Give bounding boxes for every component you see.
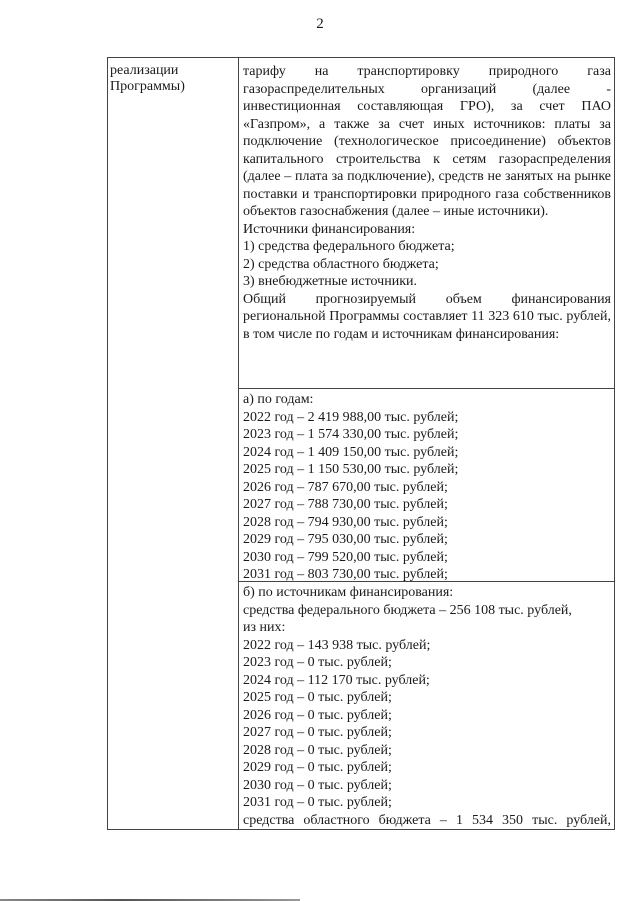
section-separator [238, 581, 614, 582]
financing-intro-text: тарифу на транспортировку природного газа газораспределительных организаций (далее - инвестиционная составляющая ГРО), за счет ПАО «Газпром», а также за счет иных источников: платы за подключение (технологическое присоединение) объектов капитального строительства к сетям газораспределения (далее – плата за подключение), средств не занятых на рынке поставки и транспортировки природного газа собственников объектов газоснабжения (далее – иные источники). [243, 64, 611, 219]
federal-year-item: 2031 год – 0 тыс. рублей; [243, 795, 392, 810]
federal-total-text: средства федерального бюджета – 256 108 тыс. рублей, [243, 602, 572, 618]
source-item: 3) внебюджетные источники. [243, 274, 418, 289]
source-item: 1) средства федерального бюджета; [243, 239, 455, 254]
sources-title: Источники финансирования: [243, 221, 416, 237]
page-number: 2 [316, 16, 324, 32]
by-sources-title: б) по источникам финансирования: [243, 585, 454, 600]
by-years-section [243, 391, 611, 584]
year-item: 2028 год – 794 930,00 тыс. рублей; [243, 514, 448, 530]
of-which-label: из них: [243, 620, 286, 635]
year-item: 2026 год – 787 670,00 тыс. рублей; [243, 479, 448, 495]
federal-year-item: 2029 год – 0 тыс. рублей; [243, 760, 392, 775]
row-content [243, 63, 611, 343]
federal-year-item: 2023 год – 0 тыс. рублей; [243, 655, 392, 670]
total-financing-text: Общий прогнозируемый объем финансирования региональной Программы составляет 11 323 610 тыс. рублей, в том числе по годам и источникам финансирования: [243, 291, 611, 342]
regional-total-text: средства областного бюджета – 1 534 350 тыс. рублей, [243, 812, 611, 828]
year-item: 2031 год – 803 730,00 тыс. рублей; [243, 567, 448, 582]
year-item: 2025 год – 1 150 530,00 тыс. рублей; [243, 462, 459, 477]
year-item: 2029 год – 795 030,00 тыс. рублей; [243, 532, 448, 547]
year-item: 2023 год – 1 574 330,00 тыс. рублей; [243, 427, 459, 442]
year-item: 2027 год – 788 730,00 тыс. рублей; [243, 497, 448, 512]
federal-year-item: 2027 год – 0 тыс. рублей; [243, 725, 392, 740]
federal-year-item: 2028 год – 0 тыс. рублей; [243, 742, 392, 758]
federal-year-item: 2025 год – 0 тыс. рублей; [243, 690, 392, 705]
year-item: 2022 год – 2 419 988,00 тыс. рублей; [243, 409, 459, 425]
federal-year-item: 2030 год – 0 тыс. рублей; [243, 777, 392, 793]
section-separator [238, 388, 614, 389]
federal-year-item: 2022 год – 143 938 тыс. рублей; [243, 637, 431, 653]
federal-year-item: 2026 год – 0 тыс. рублей; [243, 707, 392, 723]
row-label: реализации Программы) [110, 63, 185, 95]
program-passport-table [107, 57, 615, 830]
by-years-title: а) по годам: [243, 392, 314, 407]
source-item: 2) средства областного бюджета; [243, 256, 439, 272]
federal-year-item: 2024 год – 112 170 тыс. рублей; [243, 672, 430, 688]
year-item: 2024 год – 1 409 150,00 тыс. рублей; [243, 444, 459, 460]
year-item: 2030 год – 799 520,00 тыс. рублей; [243, 549, 448, 565]
column-divider [238, 58, 239, 829]
by-sources-section [243, 584, 611, 829]
